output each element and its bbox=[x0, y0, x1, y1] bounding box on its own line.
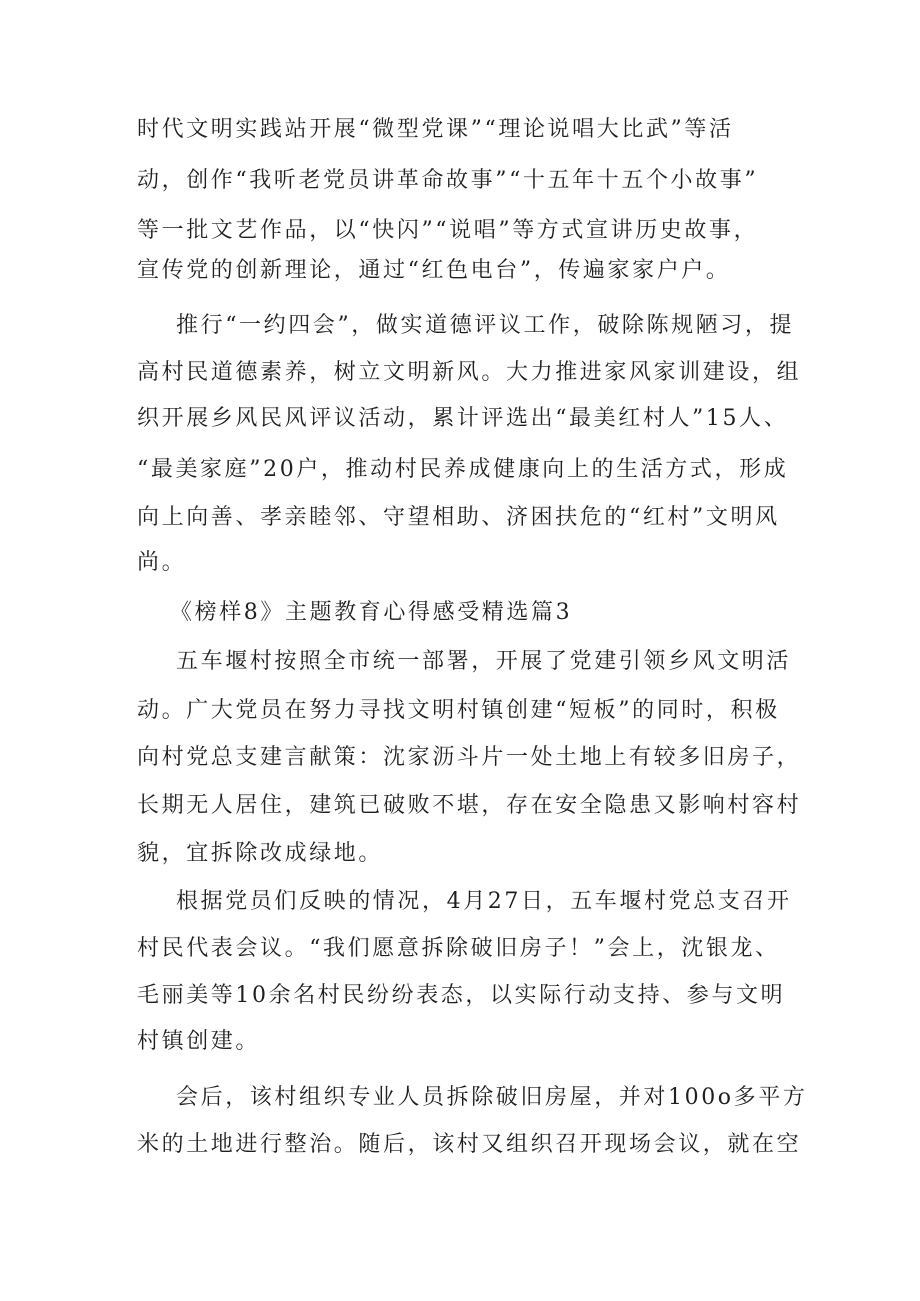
text-line: 高村民道德素养，树立文明新风。大力推进家风家训建设，组 bbox=[137, 360, 802, 385]
text-line: 动，创作“我听老党员讲革命故事”“十五年十五个小故事” bbox=[137, 168, 759, 193]
text-line: 等一批文艺作品，以“快闪”“说唱”等方式宣讲历史故事， bbox=[137, 218, 759, 243]
text-line: 毛丽美等10余名村民纷纷表态，以实际行动支持、参与文明 bbox=[137, 983, 786, 1008]
text-line: 村民代表会议。“我们愿意拆除破旧房子！”会上，沈银龙、 bbox=[137, 936, 780, 961]
section-heading: 《榜样8》主题教育心得感受精选篇3 bbox=[170, 600, 573, 625]
text-line: 动。广大党员在努力寻找文明村镇创建“短板”的同时，积极 bbox=[137, 698, 780, 723]
text-line: 时代文明实践站开展“微型党课”“理论说唱大比武”等活 bbox=[137, 117, 734, 142]
text-line: 五车堰村按照全市统一部署，开展了党建引领乡风文明活 bbox=[176, 649, 792, 674]
text-line: 貌，宜拆除改成绿地。 bbox=[137, 841, 384, 866]
text-line: 宣传党的创新理论，通过“红色电台”，传遍家家户户。 bbox=[137, 258, 731, 283]
text-line: 根据党员们反映的情况，4月27日，五车堰村党总支召开 bbox=[176, 889, 792, 914]
text-line: 向村党总支建言献策：沈家沥斗片一处土地上有较多旧房子， bbox=[137, 745, 802, 770]
text-line: 推行“一约四会”，做实道德评议工作，破除陈规陋习，提 bbox=[176, 313, 795, 338]
text-line: 尚。 bbox=[137, 550, 187, 575]
text-line: 长期无人居住，建筑已破败不堪，存在安全隐患又影响村容村 bbox=[137, 793, 802, 818]
text-line: 织开展乡风民风评议活动，累计评选出“最美红村人”15人、 bbox=[137, 406, 789, 431]
text-line: “最美家庭”20户，推动村民养成健康向上的生活方式，形成 bbox=[137, 457, 789, 482]
text-line: 米的土地进行整治。随后，该村又组织召开现场会议，就在空 bbox=[137, 1132, 802, 1157]
text-line: 会后，该村组织专业人员拆除破旧房屋，并对100o多平方 bbox=[176, 1085, 808, 1110]
text-line: 村镇创建。 bbox=[137, 1029, 261, 1054]
text-line: 向上向善、孝亲睦邻、守望相助、济困扶危的“红村”文明风 bbox=[137, 505, 780, 530]
